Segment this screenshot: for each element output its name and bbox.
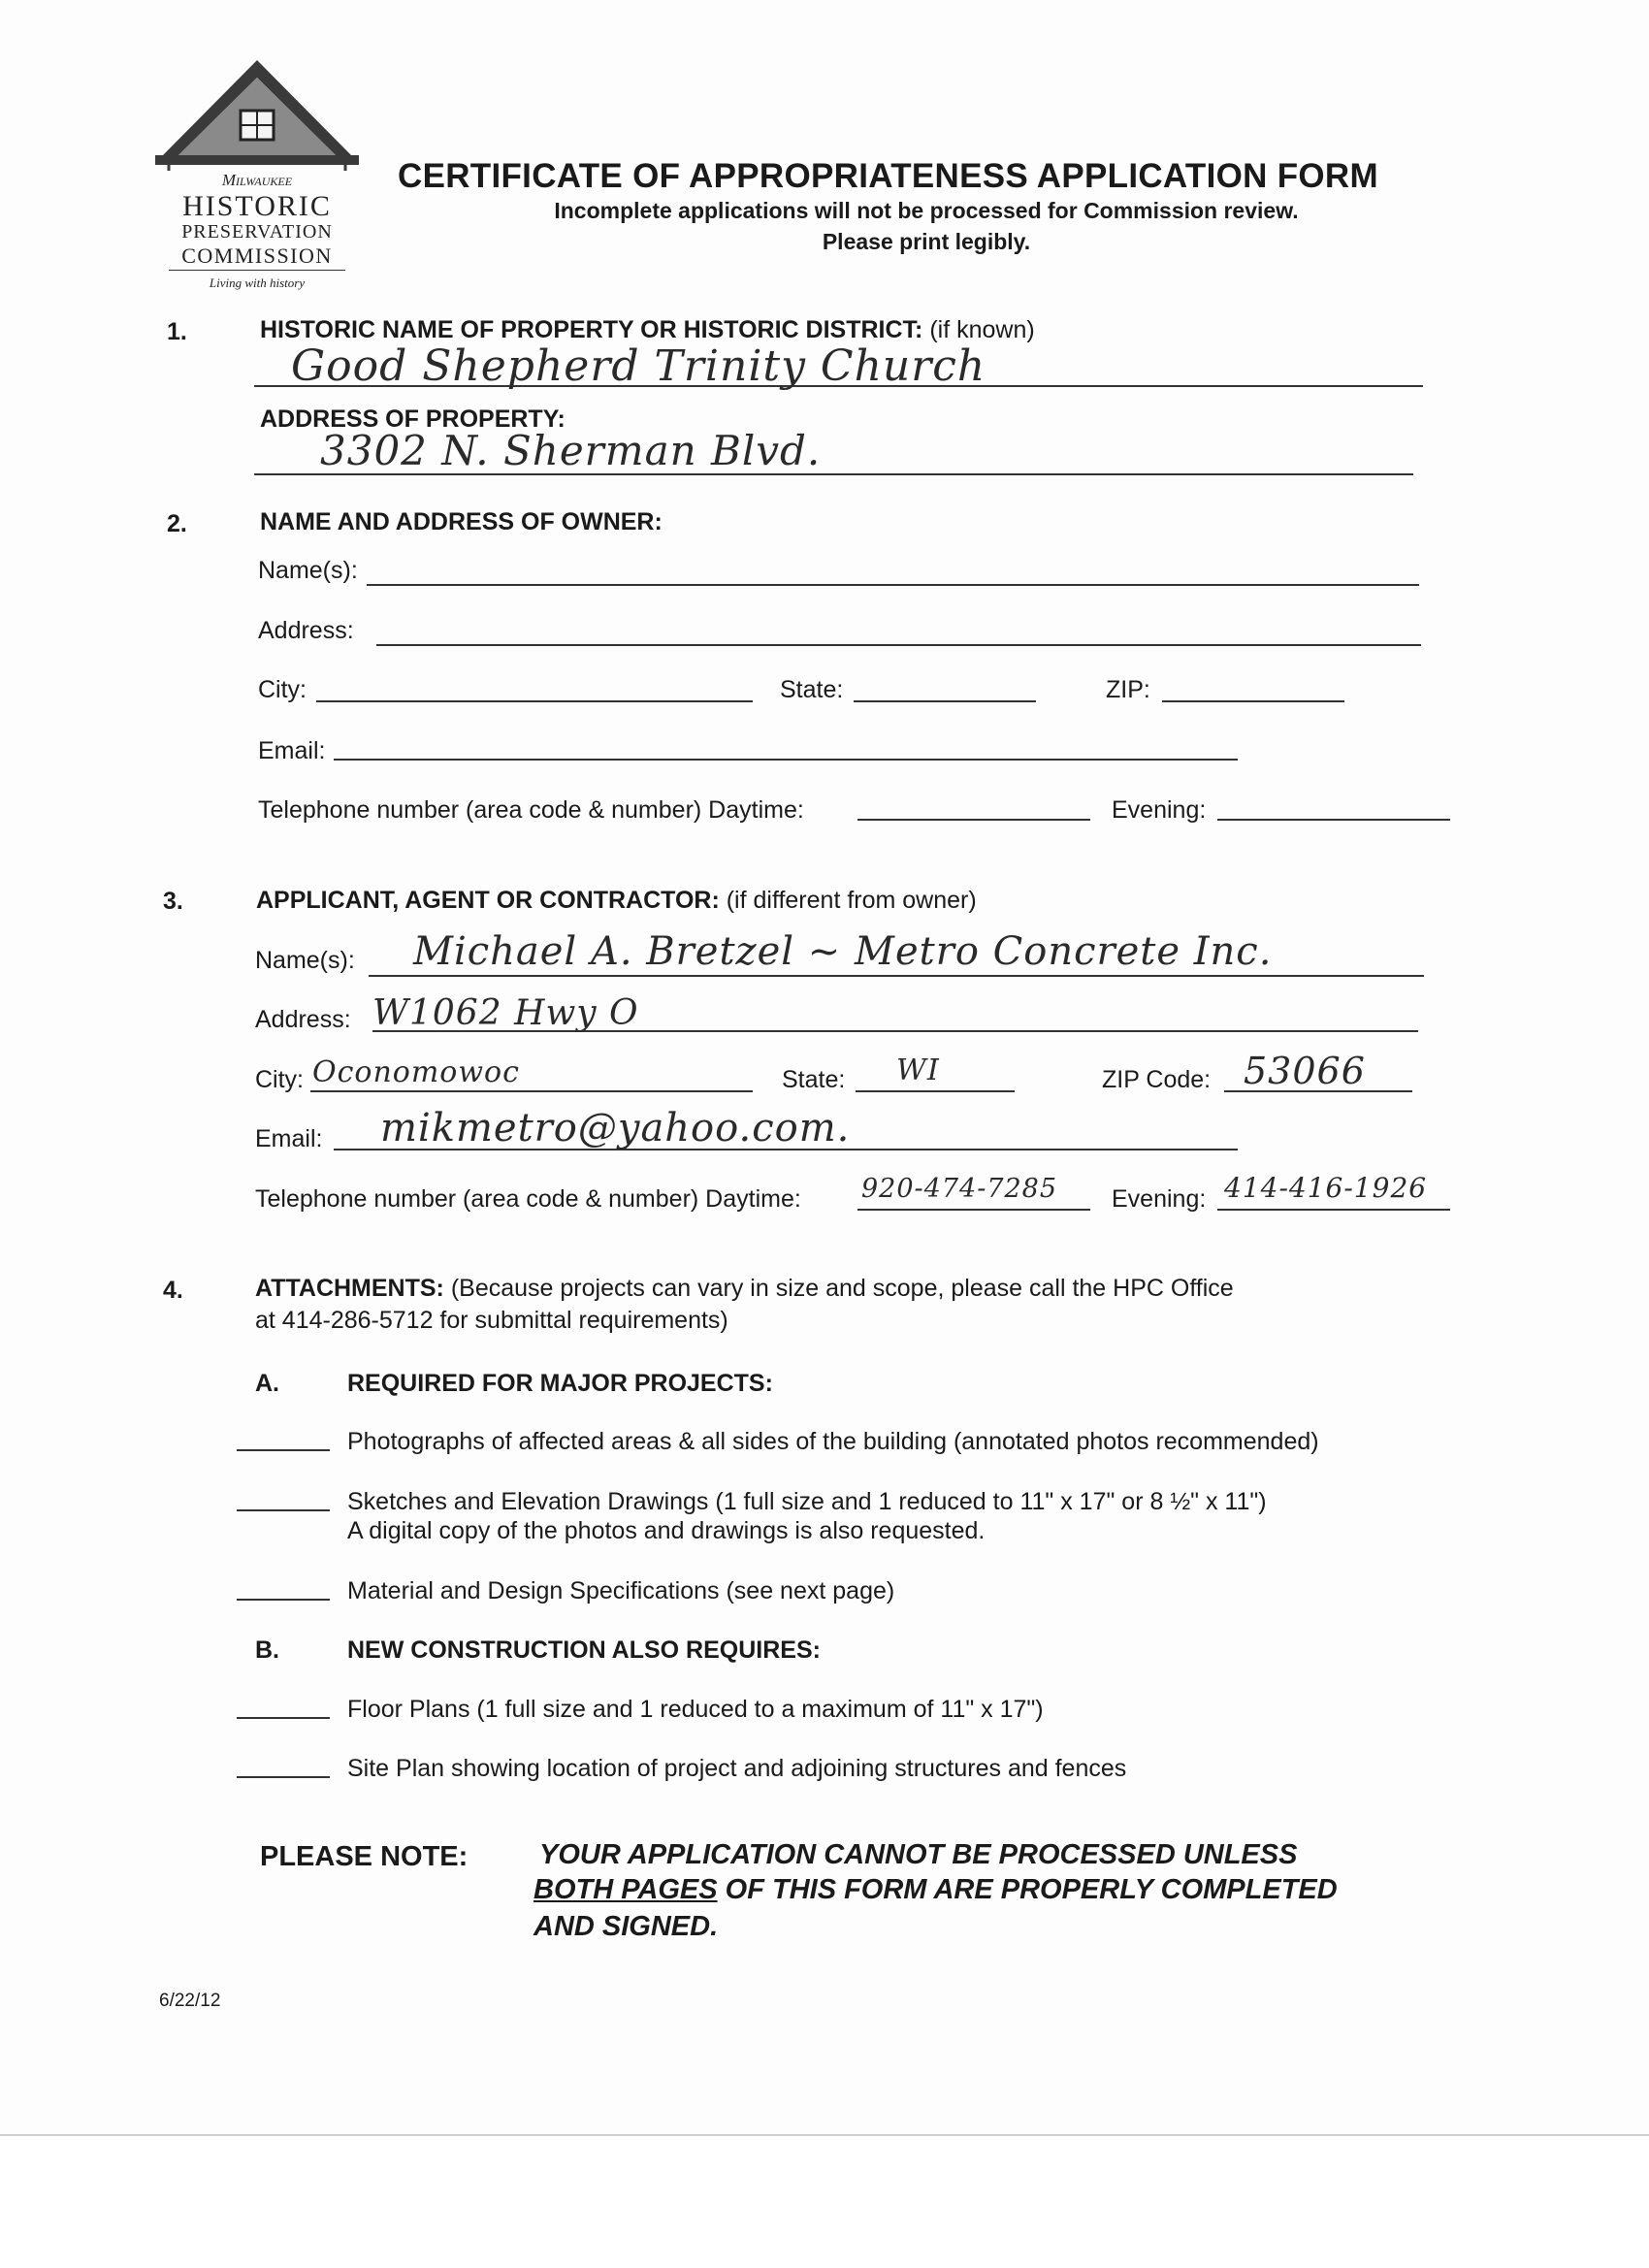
applicant-city-label: City: bbox=[255, 1066, 304, 1093]
applicant-names-label: Name(s): bbox=[255, 947, 355, 974]
please-note-label: PLEASE NOTE: bbox=[260, 1841, 469, 1872]
applicant-address-value: W1062 Hwy O bbox=[372, 993, 639, 1033]
owner-names-field[interactable] bbox=[367, 584, 1419, 586]
applicant-names-field[interactable] bbox=[369, 975, 1424, 977]
applicant-phone-label: Telephone number (area code & number) Daytime: bbox=[255, 1185, 801, 1213]
form-subtitle-2: Please print legibly. bbox=[822, 229, 1031, 254]
owner-heading: NAME AND ADDRESS OF OWNER: bbox=[260, 508, 663, 535]
checklist-item-materials: Material and Design Specifications (see next page) bbox=[347, 1577, 895, 1604]
please-note-both-pages: BOTH PAGES bbox=[534, 1874, 718, 1905]
logo-city: Milwaukee bbox=[221, 171, 293, 189]
applicant-phone-evening-field[interactable] bbox=[1217, 1209, 1450, 1211]
attachments-heading-row bbox=[255, 1275, 1234, 1303]
owner-address-field[interactable] bbox=[376, 644, 1421, 646]
checklist-item-site-plan: Site Plan showing location of project and adjoining structures and fences bbox=[347, 1755, 1127, 1782]
please-note-line-2-rest: OF THIS FORM ARE PROPERLY COMPLETED bbox=[717, 1874, 1338, 1905]
checklist-blank-floor-plans[interactable] bbox=[237, 1717, 330, 1719]
applicant-address-label: Address: bbox=[255, 1006, 351, 1033]
address-of-property-label: ADDRESS OF PROPERTY: bbox=[260, 405, 566, 433]
form-subtitle-1: Incomplete applications will not be processed for Commission review. bbox=[554, 198, 1299, 223]
applicant-zip-label: ZIP Code: bbox=[1102, 1066, 1212, 1093]
checklist-item-sketches-note: A digital copy of the photos and drawings is also requested. bbox=[347, 1517, 986, 1544]
section-4-number: 4. bbox=[163, 1277, 183, 1304]
applicant-phone-day-field[interactable] bbox=[857, 1209, 1090, 1211]
logo-line1: HISTORIC bbox=[182, 190, 332, 222]
section-1-number: 1. bbox=[167, 318, 187, 345]
section-3-number: 3. bbox=[163, 888, 183, 915]
historic-name-hint: (if known) bbox=[929, 316, 1035, 343]
owner-zip-label: ZIP: bbox=[1106, 676, 1150, 703]
please-note-line-3: AND SIGNED. bbox=[534, 1911, 719, 1942]
applicant-heading: APPLICANT, AGENT OR CONTRACTOR: bbox=[256, 887, 720, 914]
applicant-city-field[interactable] bbox=[310, 1090, 753, 1092]
owner-phone-evening-field[interactable] bbox=[1217, 819, 1450, 821]
applicant-names-value: Michael A. Bretzel ~ Metro Concrete Inc. bbox=[413, 929, 1273, 974]
owner-zip-field[interactable] bbox=[1162, 700, 1344, 702]
applicant-hint: (if different from owner) bbox=[726, 887, 977, 914]
applicant-phone-evening-value: 414-416-1926 bbox=[1224, 1172, 1428, 1204]
applicant-state-value: WI bbox=[896, 1053, 940, 1087]
attachments-hint-1: (Because projects can vary in size and scope, please call the HPC Office bbox=[450, 1275, 1234, 1302]
owner-city-label: City: bbox=[258, 676, 307, 703]
owner-email-field[interactable] bbox=[334, 759, 1238, 761]
owner-email-label: Email: bbox=[258, 737, 326, 764]
please-note-line-1: YOUR APPLICATION CANNOT BE PROCESSED UNLESS bbox=[539, 1839, 1298, 1870]
checklist-blank-sketches[interactable] bbox=[237, 1509, 330, 1511]
applicant-state-field[interactable] bbox=[856, 1090, 1015, 1092]
form-revision-date: 6/22/12 bbox=[159, 1991, 221, 2011]
applicant-heading-row bbox=[256, 887, 977, 915]
owner-city-field[interactable] bbox=[316, 700, 753, 702]
applicant-state-label: State: bbox=[782, 1066, 846, 1093]
applicant-city-value: Oconomowoc bbox=[312, 1055, 520, 1089]
house-icon bbox=[155, 56, 359, 173]
section-b-heading: NEW CONSTRUCTION ALSO REQUIRES: bbox=[347, 1636, 821, 1664]
section-a-heading: REQUIRED FOR MAJOR PROJECTS: bbox=[347, 1370, 773, 1397]
owner-state-label: State: bbox=[780, 676, 844, 703]
checklist-blank-photographs[interactable] bbox=[237, 1449, 330, 1451]
logo-line2: PRESERVATION bbox=[181, 221, 333, 243]
section-b-letter: B. bbox=[255, 1636, 279, 1664]
please-note-line-2 bbox=[534, 1874, 1338, 1906]
logo-tagline: Living with history bbox=[209, 275, 306, 290]
applicant-phone-day-value: 920-474-7285 bbox=[861, 1174, 1058, 1204]
form-title: CERTIFICATE OF APPROPRIATENESS APPLICATION FORM bbox=[398, 157, 1378, 195]
owner-evening-label: Evening: bbox=[1112, 796, 1207, 824]
section-2-number: 2. bbox=[167, 510, 187, 537]
applicant-zip-value: 53066 bbox=[1244, 1050, 1366, 1092]
owner-state-field[interactable] bbox=[854, 700, 1036, 702]
logo-line3: COMMISSION bbox=[181, 243, 333, 268]
checklist-item-sketches: Sketches and Elevation Drawings (1 full size and 1 reduced to 11" x 17" or 8 ½" x 11") bbox=[347, 1488, 1267, 1515]
owner-phone-day-field[interactable] bbox=[857, 819, 1090, 821]
owner-phone-label: Telephone number (area code & number) Daytime: bbox=[258, 796, 804, 824]
checklist-blank-materials[interactable] bbox=[237, 1599, 330, 1601]
owner-address-label: Address: bbox=[258, 617, 354, 644]
attachments-hint-2: at 414-286-5712 for submittal requirements) bbox=[255, 1307, 728, 1334]
applicant-email-label: Email: bbox=[255, 1125, 323, 1152]
applicant-evening-label: Evening: bbox=[1112, 1185, 1207, 1213]
historic-name-row bbox=[260, 316, 1035, 344]
section-a-letter: A. bbox=[255, 1370, 279, 1397]
historic-name-value: Good Shepherd Trinity Church bbox=[291, 341, 986, 391]
historic-name-label: HISTORIC NAME OF PROPERTY OR HISTORIC DISTRICT: bbox=[260, 316, 923, 343]
checklist-item-photographs: Photographs of affected areas & all sides of the building (annotated photos recommended) bbox=[347, 1428, 1319, 1455]
address-of-property-value: 3302 N. Sherman Blvd. bbox=[320, 427, 822, 474]
owner-names-label: Name(s): bbox=[258, 557, 358, 584]
attachments-heading: ATTACHMENTS: bbox=[255, 1275, 444, 1302]
hpc-logo bbox=[155, 56, 359, 308]
checklist-blank-site-plan[interactable] bbox=[237, 1776, 330, 1778]
checklist-item-floor-plans: Floor Plans (1 full size and 1 reduced to a maximum of 11" x 17") bbox=[347, 1696, 1044, 1723]
scan-bottom-margin bbox=[0, 2136, 1649, 2268]
applicant-email-value: mikmetro@yahoo.com. bbox=[380, 1106, 851, 1150]
